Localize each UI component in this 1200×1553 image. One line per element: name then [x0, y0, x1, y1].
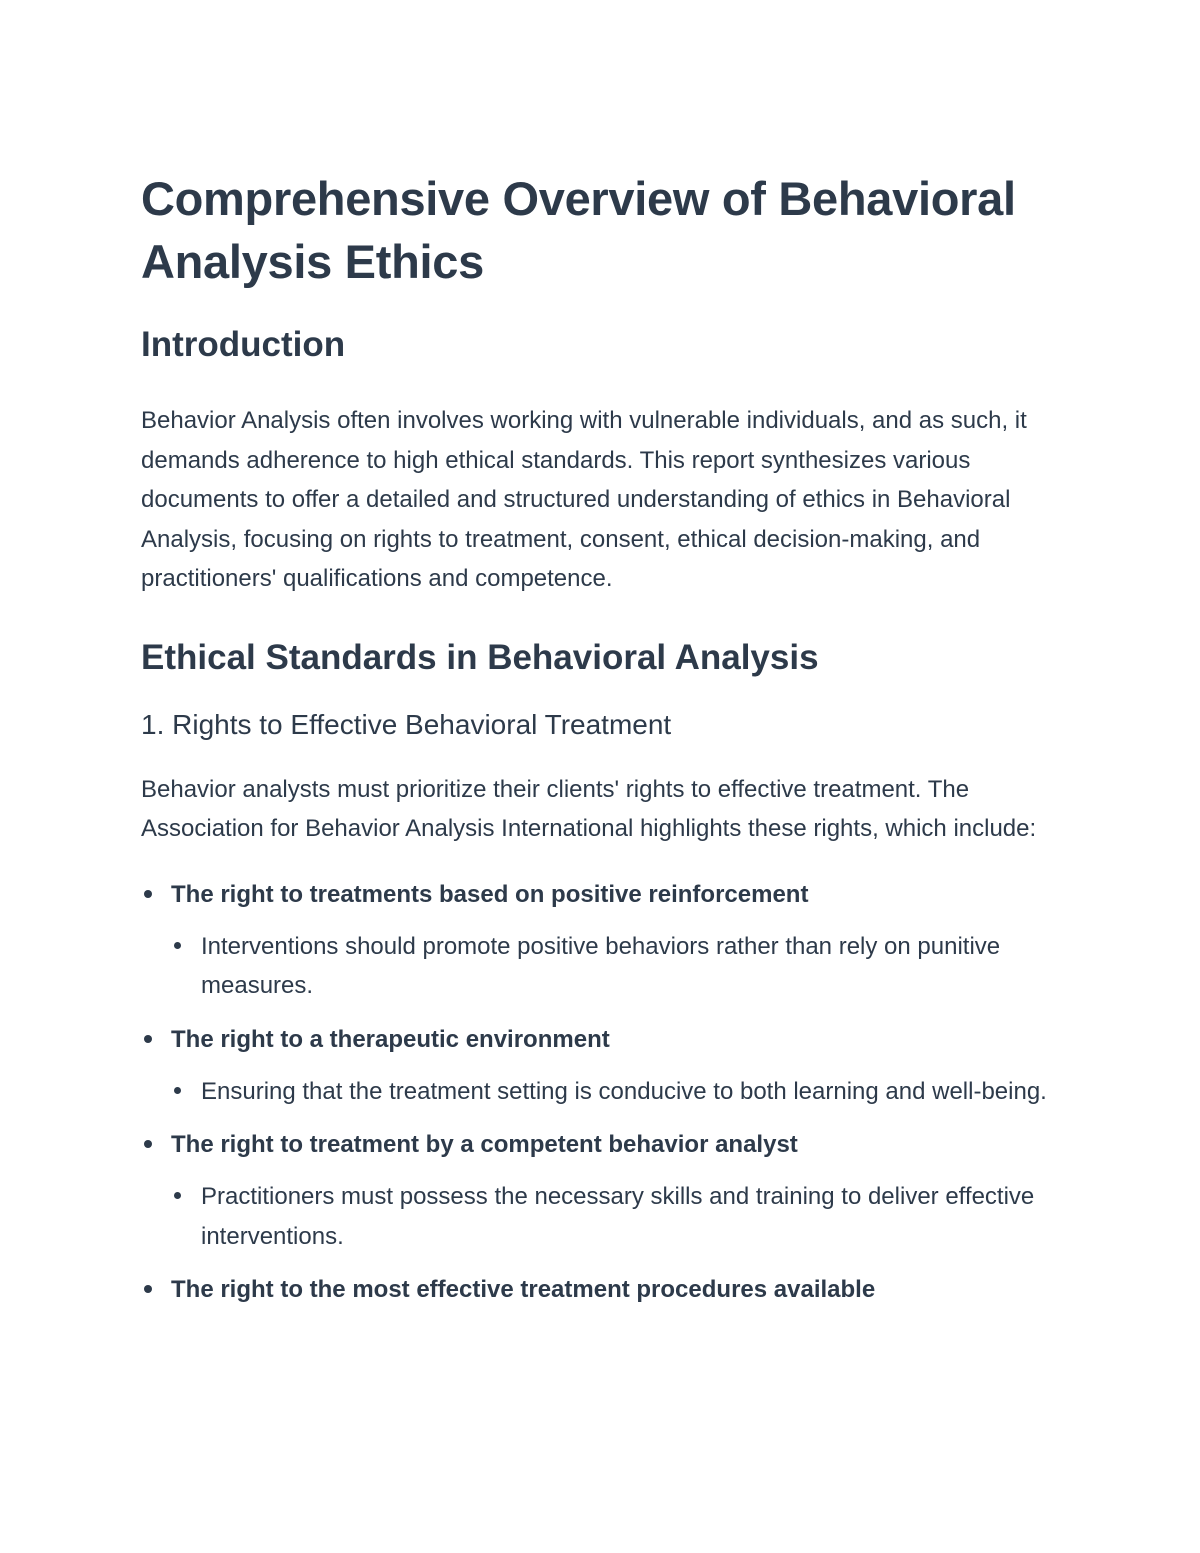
right-detail: Ensuring that the treatment setting is conducive to both learning and well-being.: [201, 1077, 1047, 1105]
right-title: The right to treatments based on positive reinforcement: [171, 880, 809, 908]
bullet-icon: [144, 1285, 152, 1293]
bullet-icon: [144, 1035, 152, 1043]
right-detail: Interventions should promote positive behaviors rather than rely on punitive measures.: [201, 932, 1001, 999]
bullet-icon: [174, 942, 181, 949]
sub-list: [171, 1177, 1060, 1256]
introduction-heading: Introduction: [141, 325, 346, 364]
ethical-standards-heading: Ethical Standards in Behavioral Analysis: [141, 637, 819, 677]
list-item: [141, 1125, 1060, 1256]
list-item: [141, 1020, 1060, 1112]
list-item: [141, 1270, 1060, 1309]
right-title: The right to a therapeutic environment: [171, 1025, 610, 1053]
rights-list: [141, 875, 1060, 1310]
list-item: [141, 875, 1060, 1006]
document-title: Comprehensive Overview of Behavioral Analysis Ethics: [141, 172, 1016, 288]
sub-list: [171, 1072, 1060, 1112]
rights-subsection-heading: 1. Rights to Effective Behavioral Treatment: [141, 708, 672, 740]
sub-list-item: [171, 1072, 1060, 1112]
right-title: The right to treatment by a competent behavior analyst: [171, 1131, 798, 1158]
bullet-icon: [174, 1192, 181, 1199]
right-detail: Practitioners must possess the necessary skills and training to deliver effective interventions.: [201, 1183, 1035, 1250]
bullet-icon: [174, 1087, 181, 1094]
rights-paragraph: Behavior analysts must prioritize their clients' rights to effective treatment. The Association for Behavior Analysis International highlights these rights, which include:: [141, 775, 1037, 842]
introduction-paragraph: Behavior Analysis often involves working with vulnerable individuals, and as such, it demands adherence to high ethical standards. This report synthesizes various documents to offer a detailed and structured understanding of ethics in Behavioral Analysis, focusing on rights to treatment, consent, ethical decision-making, and practitioners' qualifications and competence.: [141, 407, 1027, 592]
sub-list-item: [171, 1177, 1060, 1256]
sub-list-item: [171, 927, 1060, 1006]
right-title: The right to the most effective treatment procedures available: [171, 1276, 876, 1303]
bullet-icon: [144, 890, 152, 898]
sub-list: [171, 927, 1060, 1006]
bullet-icon: [144, 1140, 152, 1148]
